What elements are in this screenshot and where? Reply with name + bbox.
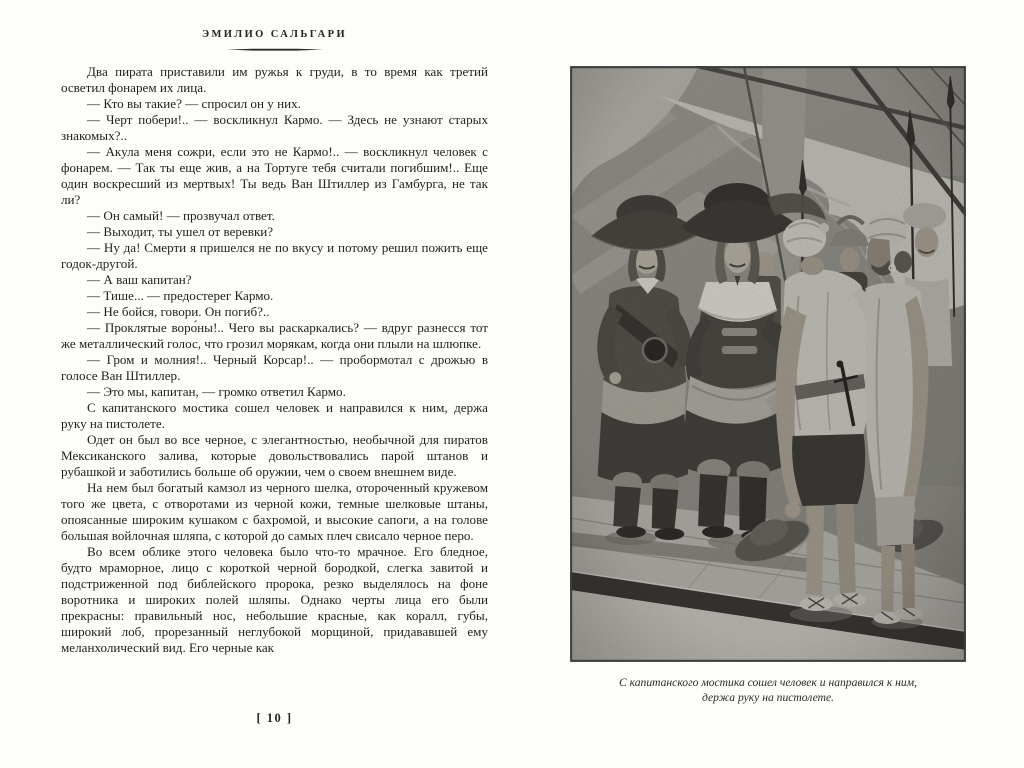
body-paragraph: — Проклятые воро́ны!.. Чего вы раскаркались? — вдруг разнесся тот же металлический голос, что грозил морякам, когда они плыли на шлюпке. — [61, 320, 488, 351]
body-paragraph: — Выходит, ты ушел от веревки? — [87, 224, 274, 239]
body-paragraph: — Черт побери!.. — воскликнул Кармо. — Здесь не узнают старых знакомых?.. — [61, 112, 488, 143]
body-paragraph: С капитанского мостика сошел человек и направился к ним, держа руку на пистолете. — [61, 400, 488, 431]
body-paragraph: — Тише... — предостерег Кармо. — [87, 288, 274, 303]
page-number: [ 10 ] — [256, 711, 293, 725]
body-paragraph: — Акула меня сожри, если это не Кармо!.. — воскликнул человек с фонарем. — Так ты еще жив, а на Тортуге тебя считали погибшим!.. Еще один воскресший из мертвых! Ты ведь Ван Штиллер из Гамбурга, не так ли? — [61, 144, 488, 207]
body-paragraph: — Ну да! Смерти я пришелся не по вкусу и потому решил пожить еще годок-другой. — [61, 240, 488, 271]
running-head: ЭМИЛИО САЛЬГАРИ — [201, 29, 348, 40]
body-paragraph: Во всем облике этого человека было что-то мрачное. Его бледное, будто мраморное, лицо с короткой черной бородкой, слегка завитой и подстриженной под библейского пророка, резко выделялось на фоне воротника и широких полей шляпы. Однако черты лица его были прекрасны: правильный нос, небольшие красные, как коралл, губы, широкий лоб, прорезанный неглубокой морщиной, придававшей ему меланхолический вид. Его черные как — [61, 544, 488, 655]
body-paragraph: На нем был богатый камзол из черного шелка, отороченный кружевом того же цвета, с отворотами из черной кожи, темные шелковые штаны, опоясанные широким кушаком с бахромой, и высокие сапоги, а на голове большая войлочная шляпа, с которой до самых плеч свисало черное перо. — [61, 480, 488, 543]
body-paragraph: Одет он был во все черное, с элегантностью, необычной для пиратов Мексиканского залива, которые довольствовались парой штанов и рубашкой и заботились больше об оружии, чем о своем внешнем виде. — [61, 432, 488, 479]
body-paragraph: — Кто вы такие? — спросил он у них. — [87, 96, 301, 111]
body-paragraph: — Это мы, капитан, — громко ответил Кармо. — [87, 384, 346, 399]
caption-line-1: С капитанского мостика сошел человек и направился к ним, — [618, 676, 918, 689]
body-paragraph: — Он самый! — прозвучал ответ. — [87, 208, 275, 223]
left-page — [61, 28, 488, 744]
body-paragraph: — Гром и молния!.. Черный Корсар!.. — пробормотал с дрожью в голосе Ван Штиллер. — [61, 352, 488, 383]
right-page — [570, 66, 966, 705]
body-paragraph: — Не бойся, говори. Он погиб?.. — [87, 304, 270, 319]
head-rule-ornament — [227, 46, 323, 53]
body-text — [61, 64, 488, 656]
caption-line-2: держа руку на пистолете. — [701, 691, 835, 704]
engraving-illustration — [570, 66, 966, 662]
illustration-figure — [570, 66, 966, 705]
illustration-caption — [570, 675, 966, 705]
body-paragraph: Два пирата приставили им ружья к груди, в то время как третий осветил фонарем их лица. — [61, 64, 488, 95]
vignette-overlay — [570, 66, 966, 662]
body-paragraph: — А ваш капитан? — [87, 272, 192, 287]
